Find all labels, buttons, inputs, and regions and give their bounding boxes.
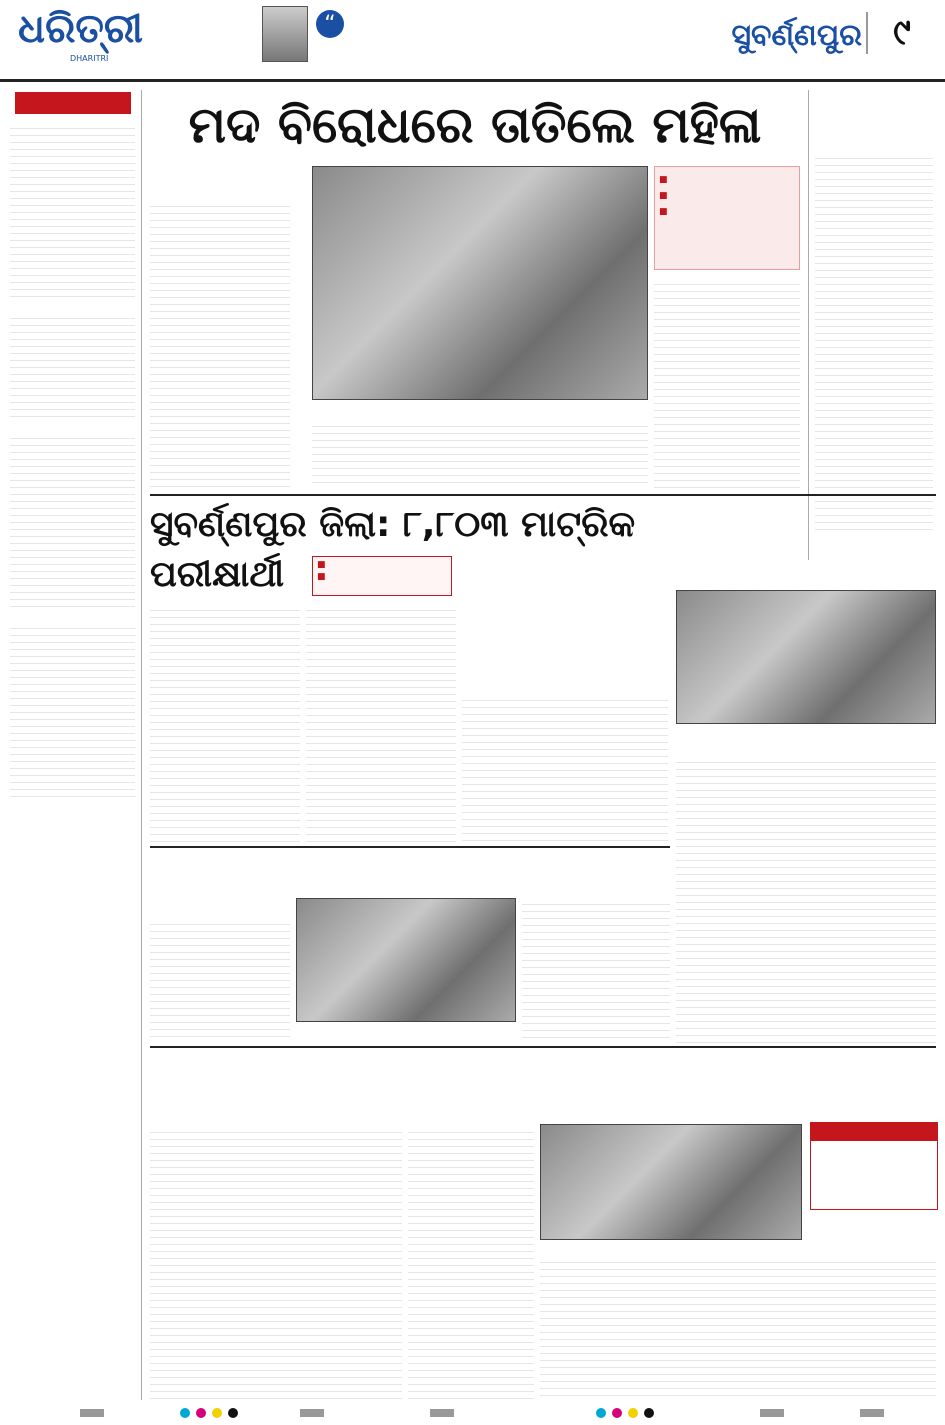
block-info-point xyxy=(811,1155,937,1169)
brief-item xyxy=(10,122,135,302)
lead-body-continued xyxy=(312,420,648,488)
page-number: ୯ xyxy=(866,12,936,54)
block-info-title xyxy=(811,1123,937,1141)
section-title: ସୁବର୍ଣ୍ଣପୁର xyxy=(731,18,862,53)
lead-body-left xyxy=(150,200,290,488)
house-headline-1 xyxy=(672,500,936,536)
briefs-column xyxy=(10,90,142,1400)
black-dot xyxy=(644,1408,654,1418)
exam-headline: ସୁବର୍ଣ୍ଣପୁର ଜିଲା: ୮,୮୦୩ ମାଟ୍ରିକ ପରୀକ୍ଷାର୍ଥୀ xyxy=(150,504,636,595)
lead-headline: ମଦ ବିରୋଧରେ ତାତିଲେ ମହିଳା xyxy=(188,96,762,154)
black-dot xyxy=(228,1408,238,1418)
kalia-body xyxy=(408,1126,534,1400)
masthead xyxy=(0,0,945,82)
cyan-dot xyxy=(180,1408,190,1418)
magenta-dot xyxy=(612,1408,622,1418)
logo-subtitle: DHARITRI xyxy=(70,54,109,63)
house-headline-2 xyxy=(672,536,936,572)
callout-point xyxy=(659,206,795,219)
kalia-headline xyxy=(408,1056,936,1104)
paddy-body xyxy=(150,1126,402,1400)
right-story-title xyxy=(815,90,936,144)
print-registration-marks xyxy=(0,1404,945,1425)
block-info-point xyxy=(811,1141,937,1155)
brief-body xyxy=(10,312,135,422)
exam-body-2 xyxy=(306,604,456,844)
exam-inset2-title xyxy=(570,628,670,688)
house-photo xyxy=(676,590,936,724)
block-info-box xyxy=(810,1122,938,1210)
training-body-right xyxy=(522,898,670,1038)
lead-body-right xyxy=(654,278,800,488)
lead-photo xyxy=(312,166,648,400)
yellow-dot xyxy=(212,1408,222,1418)
registration-bar xyxy=(300,1409,324,1417)
brief-item xyxy=(10,622,135,802)
brief-body xyxy=(10,622,135,802)
training-body-left xyxy=(150,918,290,1038)
brief-item xyxy=(10,432,135,612)
daily-quote xyxy=(350,8,680,64)
registration-bar xyxy=(430,1409,454,1417)
callout-point xyxy=(659,190,795,203)
brief-item xyxy=(10,312,135,422)
brief-body xyxy=(10,432,135,612)
registration-bar xyxy=(80,1409,104,1417)
callout-point xyxy=(659,174,795,187)
magenta-dot xyxy=(196,1408,206,1418)
exam-point xyxy=(317,571,447,583)
newspaper-logo: ଧରିତ୍ରୀ xyxy=(18,6,143,52)
lead-callout-box xyxy=(654,166,800,270)
kalia-body-continued xyxy=(540,1256,936,1400)
registration-bar xyxy=(860,1409,884,1417)
section-divider xyxy=(150,1046,936,1048)
exam-point xyxy=(317,559,447,571)
brief-body xyxy=(10,122,135,302)
exam-body-3 xyxy=(462,694,668,844)
right-story-body xyxy=(815,152,933,532)
registration-bar xyxy=(760,1409,784,1417)
house-body xyxy=(676,756,936,1046)
exam-body-1 xyxy=(150,604,300,844)
paddy-headline xyxy=(150,1070,400,1104)
quote-mark-icon: “ xyxy=(316,10,344,38)
training-headline xyxy=(150,852,670,896)
yellow-dot xyxy=(628,1408,638,1418)
exam-inset-title xyxy=(462,562,572,622)
briefs-tag xyxy=(15,92,131,114)
kalia-photo xyxy=(540,1124,802,1240)
exam-points-box xyxy=(312,556,452,596)
cyan-dot xyxy=(596,1408,606,1418)
training-photo xyxy=(296,898,516,1022)
right-story xyxy=(808,90,936,560)
quote-portrait xyxy=(262,6,308,62)
section-divider xyxy=(150,494,936,496)
section-divider xyxy=(150,846,670,848)
